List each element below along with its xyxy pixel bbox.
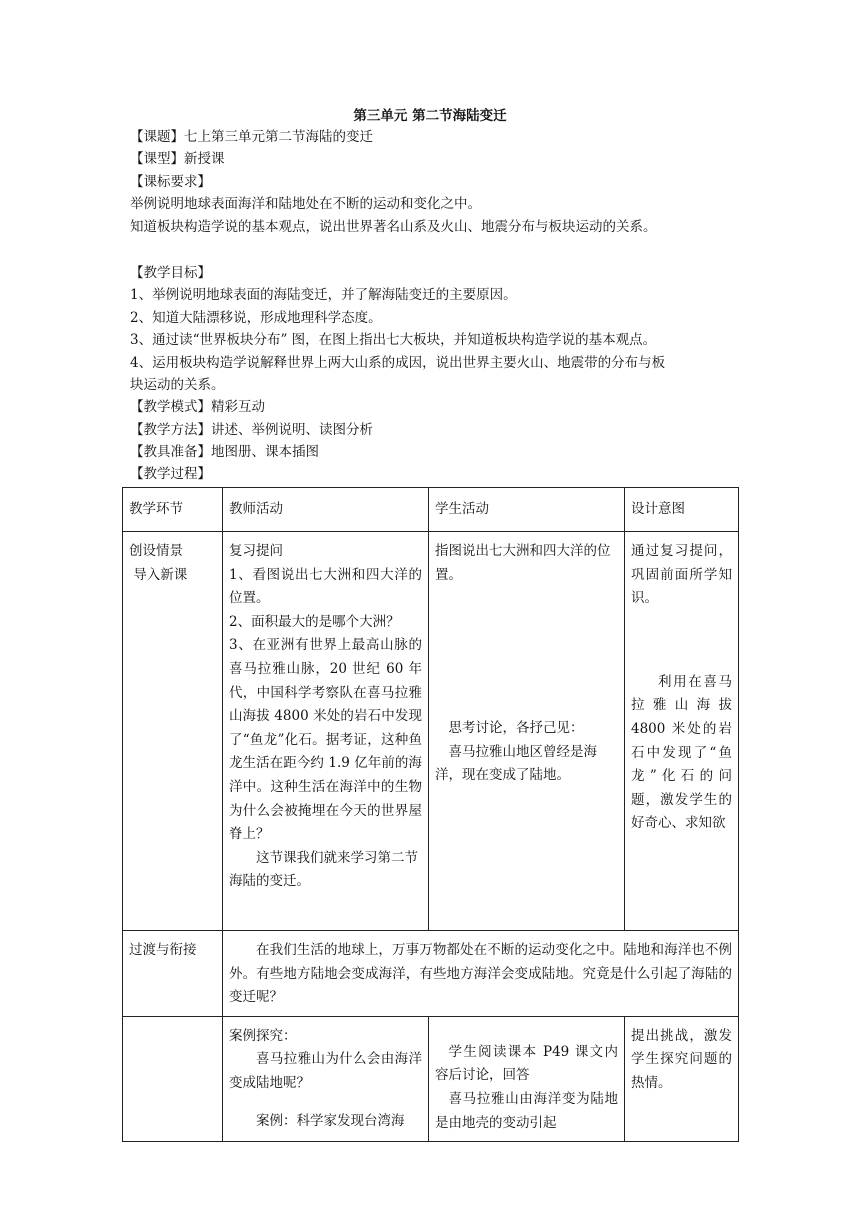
lesson-type: 【课型】新授课 <box>130 151 225 168</box>
student-cell <box>429 532 625 931</box>
curriculum-line-1: 举例说明地球表面海洋和陆地处在不断的运动和变化之中。 <box>130 196 481 213</box>
student-text: 指图说出七大洲和四大洋的位置。 <box>435 543 611 583</box>
curriculum-line-2: 知道板块构造学说的基本观点，说出世界著名山系及火山、地震分布与板块运动的关系。 <box>130 218 657 235</box>
lesson-intro <box>130 126 740 486</box>
transition-text: 在我们生活的地球上，万事万物都处在不断的运动变化之中。陆地和海洋也不例外。有些地方陆地会变成海洋，有些地方海洋会变成陆地。究竟是什么引起了海陆的变迁呢？ <box>229 942 732 1006</box>
teacher-text: 喜马拉雅山为什么会由海洋变成陆地呢？ <box>229 1051 422 1091</box>
teacher-text: 3、在亚洲有世界上最高山脉的喜马拉雅山脉，20 世纪 60 年代，中国科学考察队在喜马拉雅山海拔 4800 米处的岩石中发现了“鱼龙”化石。据考证，这种鱼龙生活在距今约 1.9 亿年前的海洋中。这种生活在海洋中的生物为什么会被掩埋在今天的世界屋脊上？ <box>229 637 422 843</box>
stage-cell <box>123 1016 223 1141</box>
teacher-cell <box>223 532 429 931</box>
objective-2: 2、知道大陆漂移说，形成地理科学态度。 <box>130 309 382 326</box>
objective-4: 4、运用板块构造学说解释世界上两大山系的成因，说出世界主要火山、地震带的分布与板 <box>130 354 666 371</box>
stage-line: 创设情景 <box>129 543 183 559</box>
header-student: 学生活动 <box>429 488 625 532</box>
lesson-topic: 【课题】七上第三单元第二节海陆的变迁 <box>130 129 373 145</box>
teacher-text: 2、面积最大的是哪个大洲？ <box>229 613 400 630</box>
curriculum-label: 【课标要求】 <box>130 173 211 190</box>
intent-text: 利用在喜马拉雅山海拔 4800 米处的岩石中发现了“鱼龙”化石的问题，激发学生的好奇心、求知欲 <box>631 673 732 832</box>
teacher-cell <box>223 1016 429 1141</box>
student-text: 喜马拉雅山地区曾经是海洋，现在变成了陆地。 <box>435 743 597 784</box>
table-row <box>123 931 739 1017</box>
transition-cell <box>223 931 739 1017</box>
teaching-aids: 【教具准备】地图册、课本插图 <box>130 444 319 461</box>
objective-1: 1、举例说明地球表面的海陆变迁，并了解海陆变迁的主要原因。 <box>130 287 517 304</box>
intent-cell <box>625 532 739 931</box>
student-text: 喜马拉雅山由海洋变为陆地是由地壳的变动引起 <box>435 1090 618 1131</box>
teacher-text: 这节课我们就来学习第二节海陆的变迁。 <box>229 849 418 890</box>
table-header-row <box>123 488 739 532</box>
teacher-text: 案例：科学家发现台湾海 <box>256 1112 405 1129</box>
table-row <box>123 532 739 931</box>
header-stage: 教学环节 <box>123 488 223 532</box>
header-teacher: 教师活动 <box>223 488 429 532</box>
student-text: 学生阅读课本 P49 课文内容后讨论，回答 <box>435 1043 618 1084</box>
header-intent: 设计意图 <box>625 488 739 532</box>
objectives-label: 【教学目标】 <box>130 264 211 281</box>
stage-line: 导入新课 <box>129 566 188 583</box>
intent-text: 提出挑战，激发学生探究问题的热情。 <box>631 1027 732 1091</box>
teacher-text: 1、看图说出七大洲和四大洋的位置。 <box>229 566 422 607</box>
teaching-method: 【教学方法】讲述、举例说明、读图分析 <box>130 421 373 438</box>
objective-4-cont: 块运动的关系。 <box>130 376 225 393</box>
stage-cell <box>123 532 223 931</box>
teaching-mode: 【教学模式】精彩互动 <box>130 399 265 416</box>
student-text: 思考讨论，各抒己见： <box>448 720 584 737</box>
student-cell <box>429 1016 625 1141</box>
teacher-text: 案例探究： <box>229 1027 297 1044</box>
process-label: 【教学过程】 <box>130 466 211 483</box>
stage-cell: 过渡与衔接 <box>123 931 223 1017</box>
intent-cell <box>625 1016 739 1141</box>
table-row <box>123 1016 739 1141</box>
teacher-text: 复习提问 <box>229 543 283 559</box>
page-title: 第三单元 第二节海陆变迁 <box>353 108 507 124</box>
teaching-process-table <box>122 487 739 1142</box>
intent-text: 通过复习提问，巩固前面所学知识。 <box>631 543 732 607</box>
objective-3: 3、通过读“世界板块分布” 图，在图上指出七大板块，并知道板块构造学说的基本观点。 <box>130 332 657 349</box>
